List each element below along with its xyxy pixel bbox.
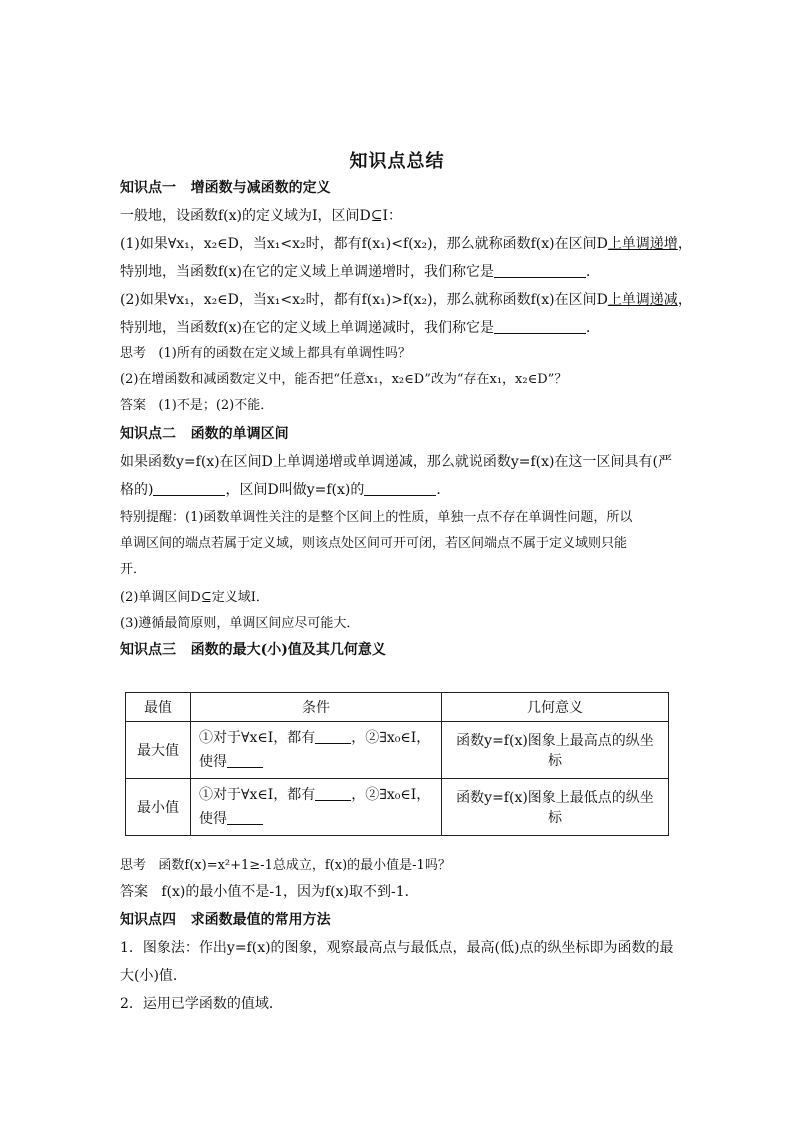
kp4-title: 求函数最值的常用方法	[190, 912, 331, 928]
kp3-answer	[120, 882, 680, 902]
period: ．	[586, 264, 600, 280]
kp1-p2-text2: 特别地，当函数f(x)在它的定义域上单调递减时，我们称它是	[120, 320, 494, 336]
kp2-title: 函数的单调区间	[190, 426, 289, 442]
cond-text-b: ，②∃x₀∈I，	[351, 787, 431, 803]
page-title: 知识点总结	[349, 151, 445, 172]
kp4-heading	[120, 910, 680, 930]
kp2-line2	[120, 480, 680, 500]
kp1-p1-end: ，	[677, 236, 692, 252]
answer-text: f(x)的最小值不是-1，因为f(x)取不到-1．	[161, 884, 419, 900]
kp2-tip1: 特别提醒：(1)函数单调性关注的是整个区间上的性质，单独一点不存在单调性问题，所以	[120, 510, 633, 525]
kp2-text-b: ，区间D叫做y=f(x)的	[225, 482, 365, 498]
kp1-p2-end: ，	[677, 292, 692, 308]
fill-blank[interactable]	[494, 319, 586, 334]
kp1-think1	[120, 344, 680, 364]
table-header-cell: 条件	[191, 693, 442, 722]
think-label: 思考	[120, 858, 147, 873]
row-condition	[191, 722, 442, 779]
fill-blank[interactable]	[494, 263, 586, 278]
fill-blank[interactable]	[227, 753, 263, 768]
kp3-think	[120, 856, 680, 876]
think-label: 思考	[120, 346, 147, 361]
answer-label: 答案	[120, 884, 148, 900]
row-geometry: 函数y=f(x)图象上最高点的纵坐标	[442, 722, 669, 779]
kp4-method1-line2: 大(小)值．	[120, 968, 187, 984]
kp1-title: 增函数与减函数的定义	[190, 180, 331, 196]
think-text: 函数f(x)=x²+1≥-1总成立，f(x)的最小值是-1吗？	[158, 858, 451, 873]
kp4-method2: 2．运用已学函数的值域．	[120, 996, 283, 1012]
kp1-answer	[120, 396, 680, 416]
period: ．	[586, 320, 600, 336]
row-geometry: 函数y=f(x)图象上最低点的纵坐标	[442, 779, 669, 836]
kp1-p2-line1	[120, 290, 692, 310]
kp3-label: 知识点三	[120, 642, 176, 658]
answer-label: 答案	[120, 398, 147, 413]
kp1-p1-line1	[120, 234, 692, 254]
kp1-intro: 一般地，设函数f(x)的定义域为I，区间D⊆I：	[120, 208, 403, 224]
fill-blank[interactable]	[364, 481, 436, 496]
cond-text-a: ①对于∀x∈I，都有	[199, 787, 316, 803]
kp4-method1-line1: 1．图象法：作出y=f(x)的图象，观察最高点与最低点，最高(低)点的纵坐标即为函数的最	[120, 940, 674, 956]
kp2-text-c: ．	[436, 482, 451, 498]
cond-text-c: 使得	[199, 754, 227, 770]
kp2-tip5: (3)遵循最简原则，单调区间应尽可能大．	[120, 616, 360, 631]
kp2-line1: 如果函数y=f(x)在区间D上单调递增或单调递减，那么就说函数y=f(x)在这一区间具有(严	[120, 454, 672, 470]
table-header-cell: 几何意义	[442, 693, 669, 722]
fill-blank[interactable]	[227, 810, 263, 825]
row-name: 最大值	[126, 722, 191, 779]
table-header-row	[126, 693, 669, 722]
kp1-p2-line2	[120, 318, 680, 338]
kp1-p2-underlined: 上单调递减	[607, 292, 678, 308]
kp2-label: 知识点二	[120, 426, 176, 442]
fill-blank[interactable]	[315, 786, 351, 801]
fill-blank[interactable]	[315, 729, 351, 744]
kp2-tip4: (2)单调区间D⊆定义域I．	[120, 590, 269, 605]
answer-text: (1)不是；(2)不能．	[158, 398, 274, 413]
kp2-tip2: 单调区间的端点若属于定义域，则该点处区间可开可闭，若区间端点不属于定义域则只能	[120, 536, 628, 551]
think-text: (1)所有的函数在定义域上都具有单调性吗？	[158, 346, 411, 361]
kp4-label: 知识点四	[120, 912, 176, 928]
cond-text-c: 使得	[199, 811, 227, 827]
kp2-text-a: 格的)	[120, 482, 154, 498]
kp1-p1-underlined: 上单调递增	[607, 236, 678, 252]
kp1-p1-line2	[120, 262, 680, 282]
kp1-think2: (2)在增函数和减函数定义中，能否把“任意x₁，x₂∈D”改为“存在x₁，x₂∈D”？	[120, 372, 568, 387]
kp1-p1-text: (1)如果∀x₁，x₂∈D，当x₁<x₂时，都有f(x₁)<f(x₂)，那么就称函数f(x)在区间D	[120, 236, 608, 252]
kp3-title: 函数的最大(小)值及其几何意义	[190, 642, 386, 658]
kp3-heading	[120, 640, 680, 660]
table-header-cell: 最值	[126, 693, 191, 722]
table-row	[126, 779, 669, 836]
kp2-tip3: 开．	[120, 562, 147, 577]
kp1-heading	[120, 178, 680, 198]
cond-text-b: ，②∃x₀∈I，	[351, 730, 431, 746]
kp2-heading	[120, 424, 680, 444]
kp1-p2-text: (2)如果∀x₁，x₂∈D，当x₁<x₂时，都有f(x₁)>f(x₂)，那么就称函数f(x)在区间D	[120, 292, 608, 308]
row-condition	[191, 779, 442, 836]
extremum-table	[125, 692, 669, 836]
kp1-p1-text2: 特别地，当函数f(x)在它的定义域上单调递增时，我们称它是	[120, 264, 494, 280]
fill-blank[interactable]	[153, 481, 225, 496]
row-name: 最小值	[126, 779, 191, 836]
cond-text-a: ①对于∀x∈I，都有	[199, 730, 316, 746]
kp1-label: 知识点一	[120, 180, 176, 196]
table-row	[126, 722, 669, 779]
